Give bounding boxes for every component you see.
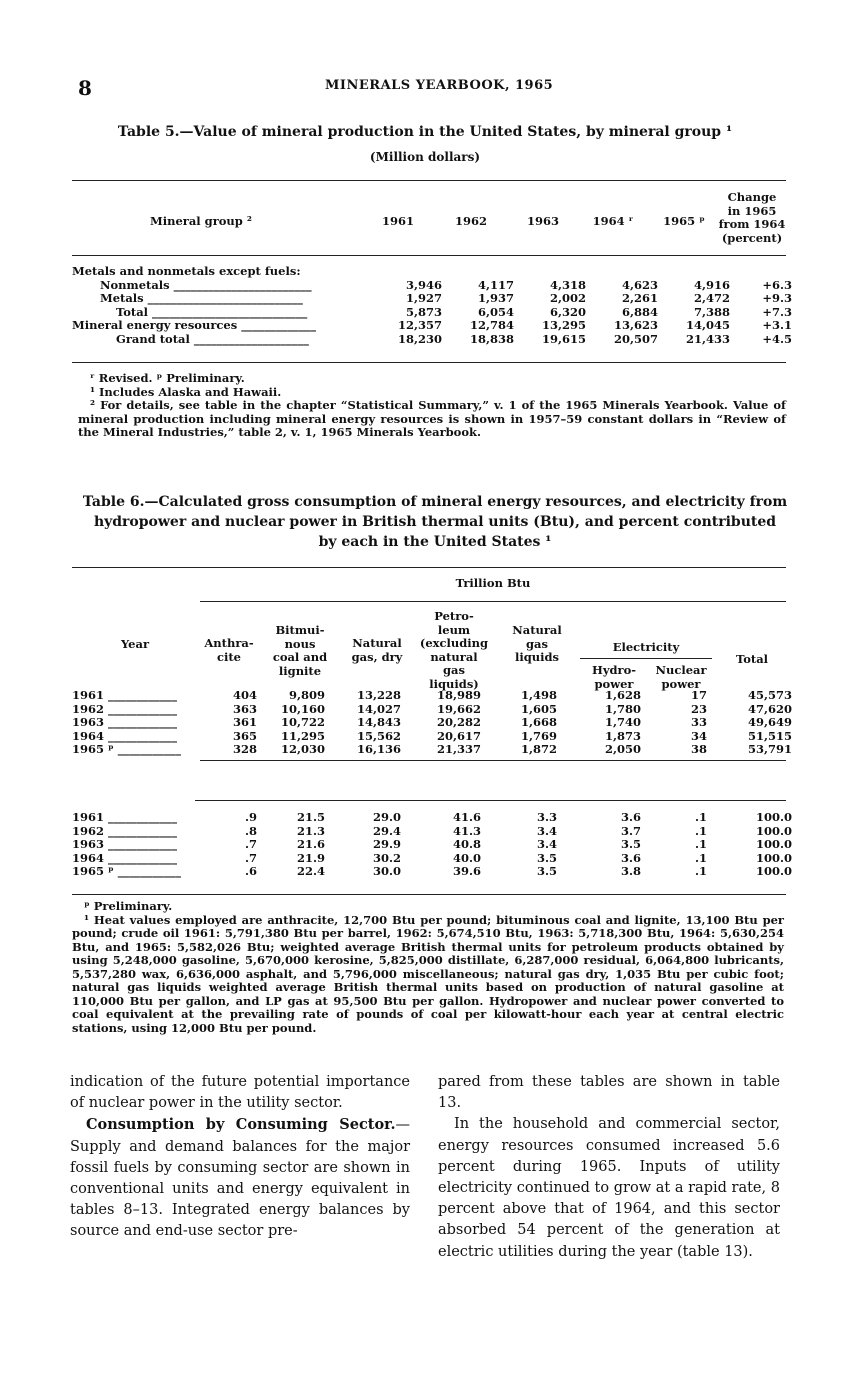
table5-note-1: ¹ Includes Alaska and Hawaii. — [90, 384, 282, 399]
row-label: 1964 ____________ — [72, 850, 178, 865]
table6-header-total: Total — [735, 652, 769, 666]
header-line: Petro- — [434, 609, 474, 623]
row-label: 1961 ____________ — [72, 688, 178, 702]
cell: 328 — [232, 742, 257, 757]
table6-title-l2: hydropower and nuclear power in British thermal units (Btu), and percent contributed — [93, 514, 777, 530]
table5-notes — [78, 372, 786, 440]
cell: 1,668 — [520, 715, 557, 730]
cell: 1,937 — [477, 291, 514, 306]
cell: .1 — [694, 850, 707, 865]
cell: 1,498 — [520, 688, 557, 702]
cell: 1,872 — [520, 742, 557, 757]
body-paragraph: In the household and commercial sector, energy resources consumed increased 5.6 percent during 1965. Inputs of utility electricity continued to grow at a rapid rate, 8 percent above that of 1964, and this sector absorbed 54 percent of the generation at electric utilities during the year (table 13). — [438, 1116, 780, 1260]
cell: 34 — [690, 728, 707, 743]
running-head: MINERALS YEARBOOK, 1965 — [325, 78, 554, 93]
cell: .7 — [244, 837, 257, 852]
cell: .1 — [694, 837, 707, 852]
row-label: 1963 ____________ — [72, 715, 178, 730]
table5-header-mineral-group: Mineral group ² — [150, 214, 252, 228]
table5-header-1962: 1962 — [454, 214, 487, 228]
table6-header-year: Year — [120, 637, 150, 651]
table6-bottom-rule — [72, 894, 786, 895]
cell: 38 — [690, 742, 707, 757]
cell: 47,620 — [747, 701, 792, 716]
row-label: Metals ___________________________ — [100, 291, 303, 306]
cell: 4,623 — [621, 277, 658, 292]
header-line: power — [594, 676, 634, 691]
cell: 3.7 — [620, 823, 641, 838]
header-line: leum — [437, 622, 471, 637]
cell: 4,117 — [477, 277, 514, 292]
table5-header-change-l2: in 1965 — [727, 203, 777, 218]
cell: .9 — [244, 810, 257, 824]
table5-note-2: ² For details, see table in the chapter “Statistical Summary,” v. 1 of the 1965 Minerals Yearbook. Value of mineral production including mineral energy resources is shown in 1957–59 constant dollars in “Review of the Mineral Industries,” table 2, v. 1, 1965 Minerals Yearbook. — [78, 398, 786, 439]
cell: +3.1 — [762, 318, 792, 333]
cell: 6,884 — [621, 304, 658, 319]
table6-mid-rule-1 — [200, 760, 786, 761]
table5-top-rule — [72, 180, 786, 181]
table5-header-change-l4: (percent) — [721, 230, 783, 245]
cell: 2,002 — [549, 291, 586, 306]
table6-unit-rule — [200, 601, 786, 602]
table6-unit-header: Trillion Btu — [455, 576, 531, 590]
cell: 21,337 — [436, 742, 481, 757]
table6-header-hydro — [584, 664, 644, 691]
cell: 1,628 — [604, 688, 641, 702]
cell: 404 — [232, 688, 257, 702]
cell: 45,573 — [747, 688, 792, 702]
cell: 6,054 — [477, 304, 514, 319]
cell: 13,228 — [356, 688, 401, 702]
table6-mid-rule-2 — [195, 800, 786, 801]
cell: .7 — [244, 850, 257, 865]
table5-bottom-rule — [72, 362, 786, 363]
cell: 1,605 — [520, 701, 557, 716]
body-paragraph: pared from these tables are shown in table 13. — [438, 1074, 780, 1112]
row-label: 1963 ____________ — [72, 837, 178, 852]
header-line: liquids) — [429, 676, 479, 691]
cell: 3,946 — [405, 277, 442, 292]
table6-header-anthracite — [196, 637, 262, 664]
cell: 100.0 — [755, 837, 792, 852]
cell: 29.9 — [372, 837, 401, 852]
cell: 13,295 — [541, 318, 586, 333]
table5-title: Table 5.—Value of mineral production in the United States, by mineral group ¹ — [117, 124, 733, 140]
header-line: Bitmui- — [275, 623, 325, 637]
row-label: Total ___________________________ — [116, 304, 308, 319]
table5-header-1965: 1965 ᵖ — [663, 214, 705, 228]
cell: 10,160 — [280, 701, 325, 716]
cell: 29.4 — [372, 823, 401, 838]
header-line: natural — [430, 649, 478, 664]
table6-title-l3: by each in the United States ¹ — [318, 534, 552, 550]
row-label: Nonmetals ________________________ — [100, 277, 312, 292]
cell: 100.0 — [755, 850, 792, 865]
header-line: Natural — [512, 623, 562, 637]
section-heading: Consumption by Consuming Sector. — [86, 1116, 396, 1134]
cell: 10,722 — [280, 715, 325, 730]
table-row — [72, 689, 792, 703]
table6-header-natural-gas — [340, 637, 414, 664]
header-line: Natural — [352, 636, 402, 650]
table5-header-change — [712, 191, 792, 245]
table5-note-revised: ʳ Revised. ᵖ Preliminary. — [90, 371, 245, 385]
table6-percent-rows — [72, 811, 792, 879]
row-label: 1961 ____________ — [72, 810, 178, 824]
page-number: 8 — [78, 76, 92, 100]
cell: 41.3 — [452, 823, 481, 838]
cell: 14,843 — [356, 715, 401, 730]
table-row — [72, 825, 792, 839]
table-row — [72, 279, 792, 293]
cell: 1,873 — [604, 728, 641, 743]
cell: 6,320 — [549, 304, 586, 319]
cell: 21.3 — [296, 823, 325, 838]
cell: 363 — [232, 701, 257, 716]
cell: 19,615 — [541, 331, 586, 346]
table-row — [72, 743, 792, 757]
body-paragraph — [70, 1114, 410, 1242]
cell: 4,916 — [693, 277, 730, 292]
cell: 18,230 — [397, 331, 442, 346]
cell: 361 — [232, 715, 257, 730]
cell: +4.5 — [762, 331, 792, 346]
cell: 3.6 — [620, 810, 641, 824]
table6-notes — [72, 900, 784, 1035]
cell: 3.4 — [536, 837, 557, 852]
body-paragraph: indication of the future potential importance of nuclear power in the utility sector. — [70, 1074, 410, 1112]
cell: 15,562 — [356, 728, 401, 743]
table-row — [72, 319, 792, 333]
header-line: Hydro- — [591, 663, 637, 677]
cell: 3.5 — [620, 837, 641, 852]
cell: 12,357 — [397, 318, 442, 333]
cell: 18,989 — [436, 688, 481, 702]
cell: 29.0 — [372, 810, 401, 824]
table-row — [72, 865, 792, 879]
body-right-column — [438, 1072, 780, 1263]
header-line: gas, dry — [351, 649, 403, 664]
cell: 23 — [690, 701, 707, 716]
table5-body — [72, 265, 792, 347]
table6-header-ngl — [500, 624, 574, 665]
table6-electricity-rule — [580, 658, 712, 659]
cell: .8 — [244, 823, 257, 838]
header-line: power — [661, 676, 701, 691]
cell: 21.6 — [296, 837, 325, 852]
cell: 1,769 — [520, 728, 557, 743]
cell: 21.9 — [296, 850, 325, 865]
header-line: Anthra- — [204, 636, 254, 650]
table-row — [72, 716, 792, 730]
cell: 4,318 — [549, 277, 586, 292]
cell: 33 — [690, 715, 707, 730]
cell: 2,050 — [604, 742, 641, 757]
table-row — [72, 703, 792, 717]
table6-header-bituminous — [262, 624, 338, 678]
cell: +7.3 — [762, 304, 792, 319]
header-line: lignite — [278, 663, 322, 678]
cell: 3.4 — [536, 823, 557, 838]
cell: .1 — [694, 864, 707, 879]
cell: +6.3 — [762, 277, 792, 292]
row-label: 1962 ____________ — [72, 823, 178, 838]
cell: 21.5 — [296, 810, 325, 824]
cell: 1,740 — [604, 715, 641, 730]
cell: 3.8 — [620, 864, 641, 879]
cell: 16,136 — [356, 742, 401, 757]
header-line: nous — [284, 636, 316, 651]
cell: .1 — [694, 823, 707, 838]
cell: 9,809 — [288, 688, 325, 702]
table5-subtitle: (Million dollars) — [369, 150, 481, 164]
table5-header-change-l1: Change — [727, 190, 777, 204]
row-label: 1965 ᵖ ___________ — [72, 864, 182, 879]
cell: 14,027 — [356, 701, 401, 716]
cell: 100.0 — [755, 823, 792, 838]
cell: 40.0 — [452, 850, 481, 865]
cell: 53,791 — [747, 742, 792, 757]
paragraph-text: —Supply and demand balances for the major fossil fuels by consuming sector are shown in conventional units and energy equivalent in tables 8–13. Integrated energy balances by source and end-use sector pre- — [70, 1117, 410, 1240]
cell: 100.0 — [755, 864, 792, 879]
table-row — [72, 811, 792, 825]
header-line: cite — [217, 649, 241, 664]
table5-header-1961: 1961 — [381, 214, 414, 228]
table6-note-1: ¹ Heat values employed are anthracite, 12,700 Btu per pound; bituminous coal and lignite, 13,100 Btu per pound; crude oil 1961: 5,791,380 Btu per barrel, 1962: 5,674,510 Btu, 1963: 5,718,300 Btu, 1964: 5,630,254 Btu, and 1965: 5,582,026 Btu; weighted average British thermal units for petroleum products obtained by using 5,248,000 gasoline, 5,670,000 kerosine, 5,825,000 distillate, 6,287,000 residual, 6,064,800 lubricants, 5,537,280 wax, 6,636,000 asphalt, and 5,796,000 miscellaneous; natural gas dry, 1,035 Btu per cubic foot; natural gas liquids weighted average British thermal units based on production of natural gasoline at 110,000 Btu per gallon, and LP gas at 95,500 Btu per gallon. Hydropower and nuclear power converted to coal equivalent at the prevailing rate of pounds of coal per kilowatt-hour each year at central electric stations, using 12,000 Btu per pound. — [72, 912, 784, 1035]
cell: 1,780 — [604, 701, 641, 716]
table-row — [72, 333, 792, 347]
cell: 100.0 — [755, 810, 792, 824]
table6-top-rule — [72, 567, 786, 568]
table5-header-1963: 1963 — [526, 214, 559, 228]
header-line: Nuclear — [655, 663, 707, 677]
table6-header-nuclear — [650, 664, 712, 691]
cell: 3.5 — [536, 864, 557, 879]
row-label: Grand total ____________________ — [116, 331, 309, 346]
table-row — [72, 292, 792, 306]
row-label: 1965 ᵖ ___________ — [72, 742, 182, 757]
table-row — [72, 838, 792, 852]
table6-btu-rows — [72, 689, 792, 757]
cell: 1,927 — [405, 291, 442, 306]
cell: 11,295 — [280, 728, 325, 743]
cell: 20,282 — [436, 715, 481, 730]
table5-header-rule — [72, 255, 786, 256]
header-line: (excluding — [419, 636, 489, 650]
table5-header-1964: 1964 ʳ — [592, 214, 634, 228]
cell: 30.0 — [372, 864, 401, 879]
cell: 18,838 — [469, 331, 514, 346]
table6-header-electricity: Electricity — [612, 640, 680, 654]
cell: 13,623 — [613, 318, 658, 333]
table6-note-preliminary: ᵖ Preliminary. — [84, 899, 173, 913]
table-row — [72, 730, 792, 744]
cell: 49,649 — [747, 715, 792, 730]
cell: 3.6 — [620, 850, 641, 865]
cell: 12,030 — [280, 742, 325, 757]
table5-header-change-l3: from 1964 — [718, 217, 786, 231]
cell: 20,617 — [436, 728, 481, 743]
cell: 14,045 — [685, 318, 730, 333]
cell: 30.2 — [372, 850, 401, 865]
cell: 41.6 — [452, 810, 481, 824]
table-row — [72, 265, 792, 279]
table6-title-l1: Table 6.—Calculated gross consumption of mineral energy resources, and electricity from — [82, 494, 788, 510]
cell: 3.5 — [536, 850, 557, 865]
cell: 20,507 — [613, 331, 658, 346]
cell: .1 — [694, 810, 707, 824]
cell: 365 — [232, 728, 257, 743]
row-label: 1964 ____________ — [72, 728, 178, 743]
cell: +9.3 — [762, 291, 792, 306]
header-line: liquids — [514, 650, 560, 664]
cell: 12,784 — [469, 318, 514, 333]
cell: 17 — [690, 688, 707, 702]
row-label: Mineral energy resources _____________ — [72, 318, 316, 333]
header-line: coal and — [272, 650, 328, 664]
cell: 19,662 — [436, 701, 481, 716]
cell: 22.4 — [296, 864, 325, 879]
table6-title — [60, 492, 810, 552]
row-label: 1962 ____________ — [72, 701, 178, 716]
body-left-column — [70, 1072, 410, 1243]
cell: 21,433 — [685, 331, 730, 346]
cell: .6 — [244, 864, 257, 879]
cell: 2,261 — [621, 291, 658, 306]
header-line: gas — [526, 636, 548, 651]
table5-section-label: Metals and nonmetals except fuels: — [72, 264, 301, 278]
cell: 5,873 — [405, 304, 442, 319]
cell: 40.8 — [452, 837, 481, 852]
cell: 51,515 — [747, 728, 792, 743]
table6-header-petroleum — [414, 610, 494, 691]
table-row — [72, 306, 792, 320]
cell: 2,472 — [693, 291, 730, 306]
cell: 3.3 — [536, 810, 557, 824]
cell: 7,388 — [693, 304, 730, 319]
header-line: gas — [443, 663, 465, 677]
table-row — [72, 852, 792, 866]
cell: 39.6 — [452, 864, 481, 879]
